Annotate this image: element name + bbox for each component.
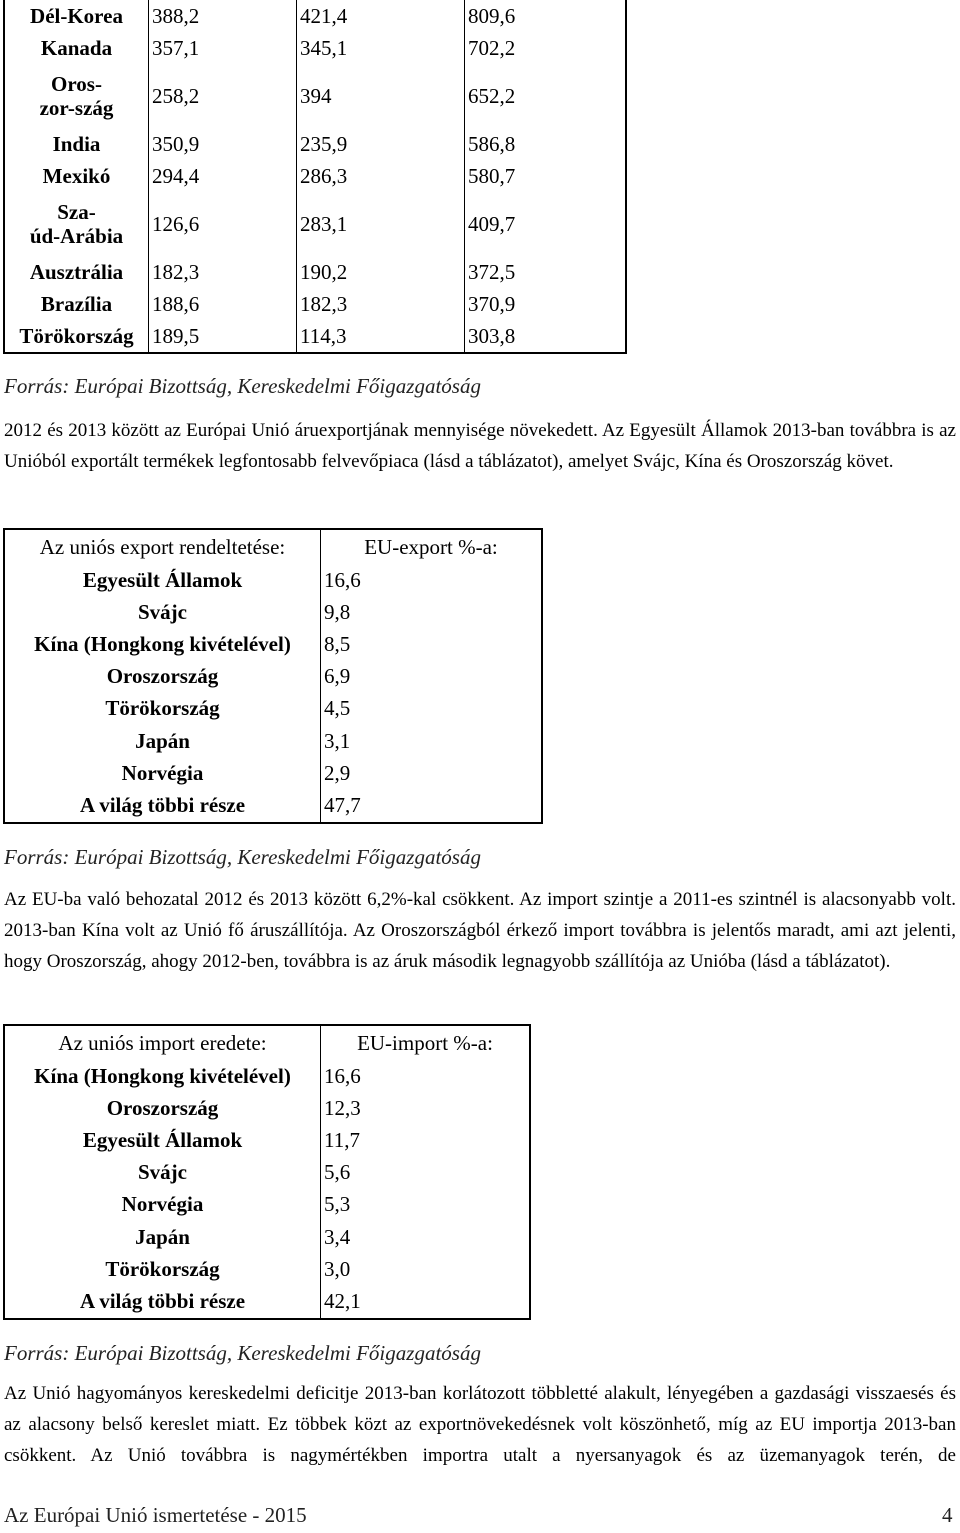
table-row — [4, 596, 542, 628]
trade-partners-table — [3, 0, 627, 354]
share-value-cell: 16,6 — [324, 1063, 361, 1088]
trade-partners-table-body — [4, 0, 626, 353]
value-cell-2: 283,1 — [297, 192, 465, 256]
share-value-cell: 9,8 — [324, 599, 351, 624]
table-row — [4, 628, 542, 660]
partner-name-cell: A világ többi része — [4, 789, 321, 822]
table-row — [4, 1157, 530, 1189]
value-cell-2: 286,3 — [297, 160, 465, 192]
export-table-header-destination: Az uniós export rendeltetése: — [4, 529, 321, 564]
value-cell-3: 652,2 — [468, 84, 516, 108]
source-note-1: Forrás: Európai Bizottság, Kereskedelmi Főigazgatóság — [4, 374, 481, 398]
value-cell-3: 409,7 — [468, 212, 516, 236]
country-cell: Brazília — [4, 288, 149, 320]
partner-name-cell: Törökország — [4, 1253, 321, 1285]
country-cell: Ausztrália — [4, 256, 149, 288]
partner-name-cell: Kína (Hongkong kivételével) — [4, 628, 321, 660]
country-cell: India — [4, 128, 149, 160]
value-cell-1: 388,2 — [149, 0, 297, 32]
share-value-cell: 8,5 — [324, 631, 351, 656]
value-cell-1: 189,5 — [149, 320, 297, 353]
share-value-cell: 3,0 — [324, 1256, 351, 1281]
table-row — [4, 1285, 530, 1318]
share-value-cell: 4,5 — [324, 696, 351, 721]
share-value-cell: 3,1 — [324, 728, 351, 753]
share-value-cell: 5,6 — [324, 1160, 351, 1185]
share-value-cell: 47,7 — [324, 792, 361, 817]
table-row — [4, 1124, 530, 1156]
partner-name-cell: Svájc — [4, 596, 321, 628]
partner-name-cell: Svájc — [4, 1157, 321, 1189]
table-row — [4, 725, 542, 757]
value-cell-3: 303,8 — [468, 324, 516, 348]
table-row — [4, 320, 626, 353]
value-cell-1: 350,9 — [149, 128, 297, 160]
export-destination-table-body — [4, 529, 542, 823]
value-cell-2: 345,1 — [297, 32, 465, 64]
table-row — [4, 1253, 530, 1285]
partner-name-cell: Norvégia — [4, 1189, 321, 1221]
footer-page-number: 4 — [942, 1503, 953, 1527]
country-cell: Törökország — [4, 320, 149, 353]
share-value-cell: 3,4 — [324, 1224, 351, 1249]
value-cell-2: 235,9 — [297, 128, 465, 160]
value-cell-1: 182,3 — [149, 256, 297, 288]
table-row — [4, 0, 626, 32]
value-cell-2: 190,2 — [297, 256, 465, 288]
country-cell: Oros- zor-szág — [4, 64, 149, 128]
partner-name-cell: Egyesült Államok — [4, 564, 321, 596]
table-row — [4, 1189, 530, 1221]
export-destination-table — [3, 528, 543, 824]
partner-name-cell: Japán — [4, 725, 321, 757]
export-table-header-share: EU-export %-a: — [364, 534, 498, 559]
table-row — [4, 1060, 530, 1092]
footer-document-title: Az Európai Unió ismertetése - 2015 — [4, 1503, 307, 1527]
source-note-3: Forrás: Európai Bizottság, Kereskedelmi Főigazgatóság — [4, 1341, 481, 1365]
import-origin-table-body — [4, 1025, 530, 1319]
partner-name-cell: Japán — [4, 1221, 321, 1253]
partner-name-cell: Oroszország — [4, 661, 321, 693]
country-cell: Mexikó — [4, 160, 149, 192]
country-cell: Sza- úd-Arábia — [4, 192, 149, 256]
value-cell-1: 357,1 — [149, 32, 297, 64]
share-value-cell: 11,7 — [324, 1127, 360, 1152]
paragraph-exports: 2012 és 2013 között az Európai Unió áruexportjának mennyisége növekedett. Az Egyesült Államok 2013-ban továbbra is az Unióból exportált termékek legfontosabb felvevőpiaca (lásd a táblázatot), amelyet Svájc, Kína és Oroszország követ. — [4, 420, 956, 472]
value-cell-2: 182,3 — [297, 288, 465, 320]
table-row — [4, 564, 542, 596]
share-value-cell: 6,9 — [324, 664, 351, 689]
import-origin-table — [3, 1024, 531, 1320]
table-row — [4, 789, 542, 822]
table-row — [4, 32, 626, 64]
table-row — [4, 192, 626, 256]
share-value-cell: 16,6 — [324, 567, 361, 592]
partner-name-cell: Törökország — [4, 693, 321, 725]
value-cell-3: 370,9 — [468, 292, 516, 316]
value-cell-1: 188,6 — [149, 288, 297, 320]
value-cell-3: 702,2 — [468, 36, 516, 60]
table-row — [4, 288, 626, 320]
value-cell-2: 421,4 — [297, 0, 465, 32]
table-row — [4, 160, 626, 192]
table-row — [4, 693, 542, 725]
table-row — [4, 128, 626, 160]
value-cell-2: 114,3 — [297, 320, 465, 353]
share-value-cell: 2,9 — [324, 760, 351, 785]
table-row — [4, 757, 542, 789]
partner-name-cell: Norvégia — [4, 757, 321, 789]
country-cell: Dél-Korea — [4, 0, 149, 32]
table-row — [4, 64, 626, 128]
table-row — [4, 661, 542, 693]
paragraph-trade-deficit: Az Unió hagyományos kereskedelmi deficitje 2013-ban korlátozott többletté alakult, lényegében a gazdasági visszaesés és az alacsony belső kereslet miatt. Ez többek közt az exportnövekedésnek volt köszönhető, míg az EU importja 2013-ban csökkent. Az Unió továbbra is nagymértékben importra utalt a nyersanyagok és az üzemanyagok terén, de — [4, 1383, 956, 1466]
share-value-cell: 12,3 — [324, 1095, 361, 1120]
table-row — [4, 1221, 530, 1253]
value-cell-3: 809,6 — [468, 4, 516, 28]
export-table-header-row — [4, 529, 542, 564]
table-row — [4, 1092, 530, 1124]
import-table-header-row — [4, 1025, 530, 1060]
import-table-header-share: EU-import %-a: — [357, 1030, 493, 1055]
value-cell-2: 394 — [297, 64, 465, 128]
share-value-cell: 5,3 — [324, 1192, 351, 1217]
table-row — [4, 256, 626, 288]
share-value-cell: 42,1 — [324, 1288, 361, 1313]
value-cell-3: 372,5 — [468, 260, 516, 284]
import-table-header-origin: Az uniós import eredete: — [4, 1025, 321, 1060]
value-cell-3: 586,8 — [468, 132, 516, 156]
partner-name-cell: A világ többi része — [4, 1285, 321, 1318]
partner-name-cell: Kína (Hongkong kivételével) — [4, 1060, 321, 1092]
paragraph-imports: Az EU-ba való behozatal 2012 és 2013 között 6,2%-kal csökkent. Az import szintje a 2011-es szintnél is alacsonyabb volt. 2013-ban Kína volt az Unió fő áruszállítója. Az Oroszországból érkező import továbbra is jelentős maradt, ami azt jelenti, hogy Oroszország, ahogy 2012-ben, továbbra is az áruk második legnagyobb szállítója az Unióba (lásd a táblázatot). — [4, 889, 956, 972]
value-cell-3: 580,7 — [468, 164, 516, 188]
partner-name-cell: Oroszország — [4, 1092, 321, 1124]
source-note-2: Forrás: Európai Bizottság, Kereskedelmi Főigazgatóság — [4, 845, 481, 869]
value-cell-1: 258,2 — [149, 64, 297, 128]
partner-name-cell: Egyesült Államok — [4, 1124, 321, 1156]
value-cell-1: 294,4 — [149, 160, 297, 192]
value-cell-1: 126,6 — [149, 192, 297, 256]
country-cell: Kanada — [4, 32, 149, 64]
